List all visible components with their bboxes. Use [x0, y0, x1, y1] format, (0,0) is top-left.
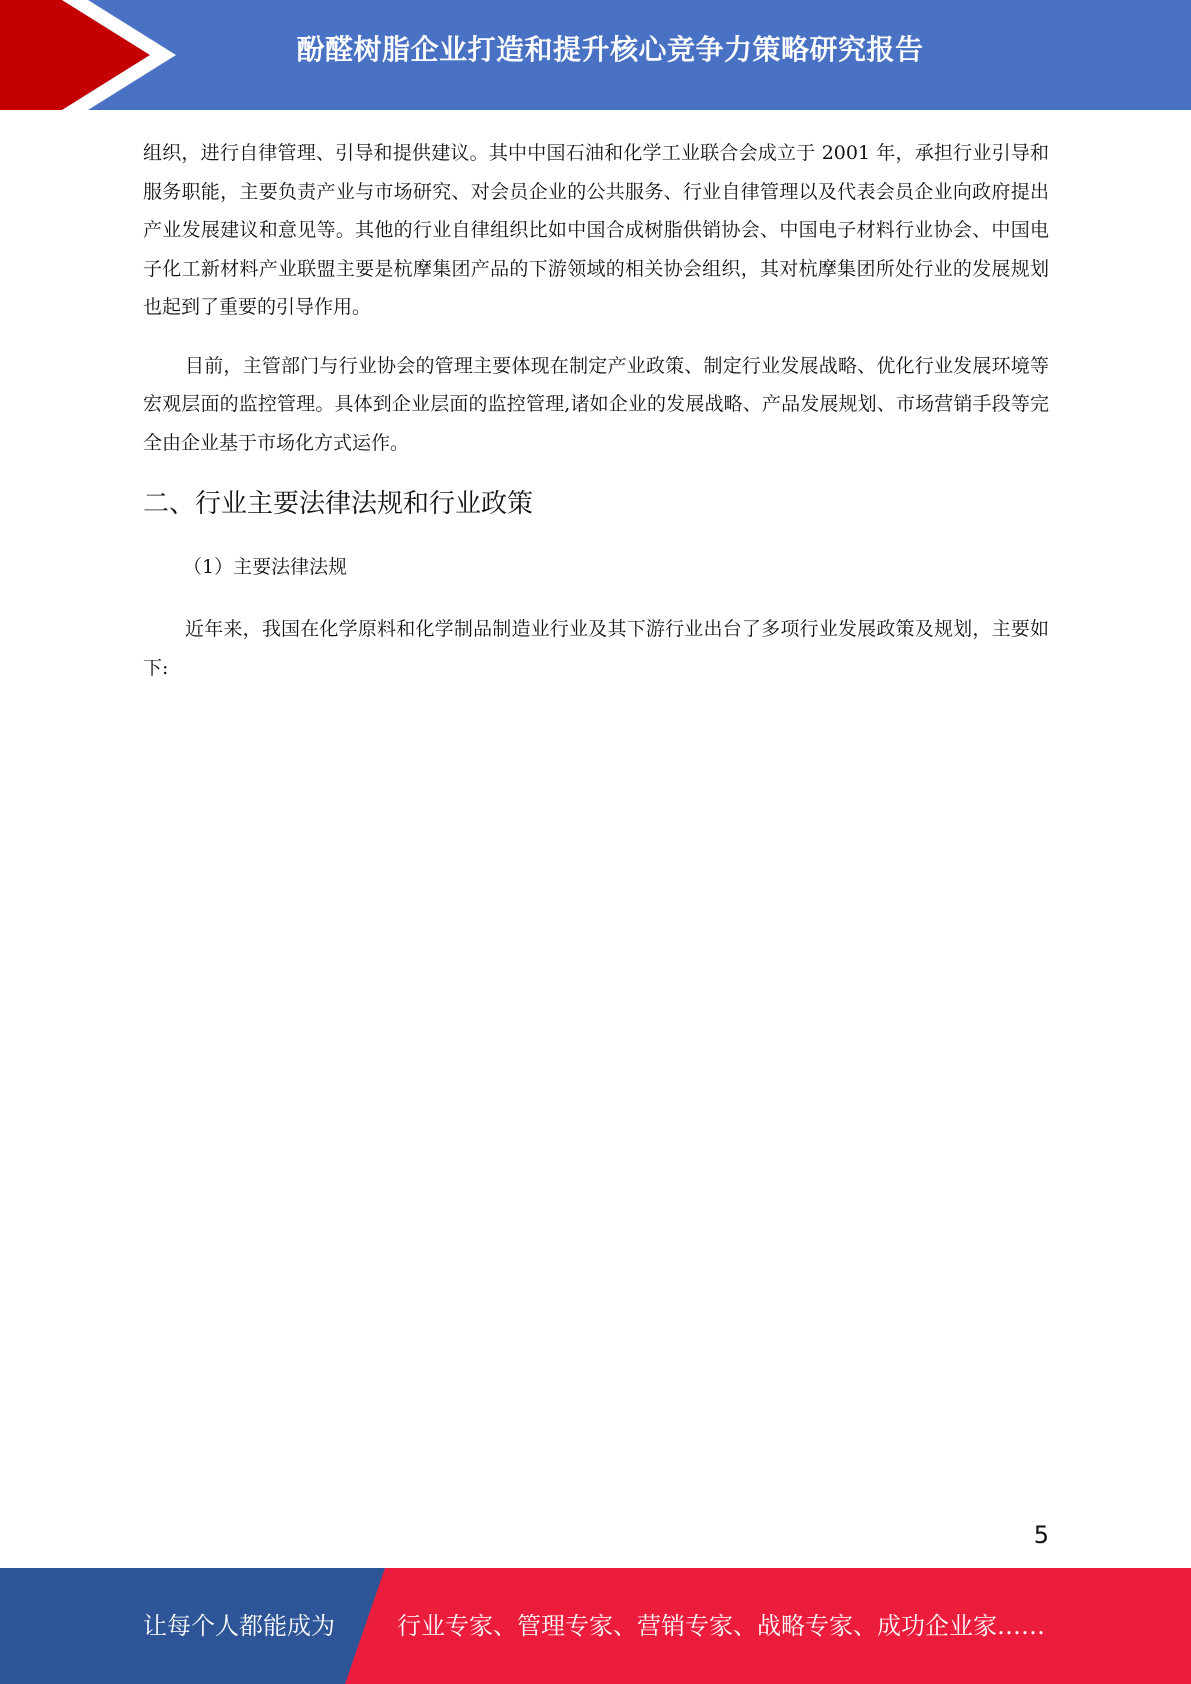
section-heading: 二、行业主要法律法规和行业政策	[143, 489, 534, 519]
document-body	[143, 134, 1049, 707]
footer-band	[0, 1568, 1191, 1684]
paragraph-regulation-scope: 目前，主管部门与行业协会的管理主要体现在制定产业政策、制定行业发展战略、优化行业发展环境等宏观层面的监控管理。具体到企业层面的监控管理,诸如企业的发展战略、产品发展规划、市场营销手段等完全由企业基于市场化方式运作。	[143, 354, 1049, 454]
header-red-chevron	[0, 0, 150, 110]
paragraph-policy-intro: 近年来，我国在化学原料和化学制品制造业行业及其下游行业出台了多项行业发展政策及规划，主要如下:	[143, 618, 1049, 679]
report-title: 酚醛树脂企业打造和提升核心竞争力策略研究报告	[296, 33, 924, 66]
footer-slogan-right: 行业专家、管理专家、营销专家、战略专家、成功企业家……	[397, 1612, 1045, 1640]
paragraph-industry-associations: 组织，进行自律管理、引导和提供建议。其中中国石油和化学工业联合会成立于 2001 年，承担行业引导和服务职能，主要负责产业与市场研究、对会员企业的公共服务、行业自律管理以及代表会员企业向政府提出产业发展建议和意见等。其他的行业自律组织比如中国合成树脂供销协会、中国电子材料行业协会、中国电子化工新材料产业联盟主要是杭摩集团产品的下游领域的相关协会组织，其对杭摩集团所处行业的发展规划也起到了重要的引导作用。	[143, 142, 1049, 318]
footer-slogan-left: 让每个人都能成为	[143, 1612, 335, 1640]
page-number: 5	[1033, 1521, 1049, 1549]
sub-heading-laws: （1）主要法律法规	[183, 556, 348, 578]
header-band	[0, 0, 1191, 110]
